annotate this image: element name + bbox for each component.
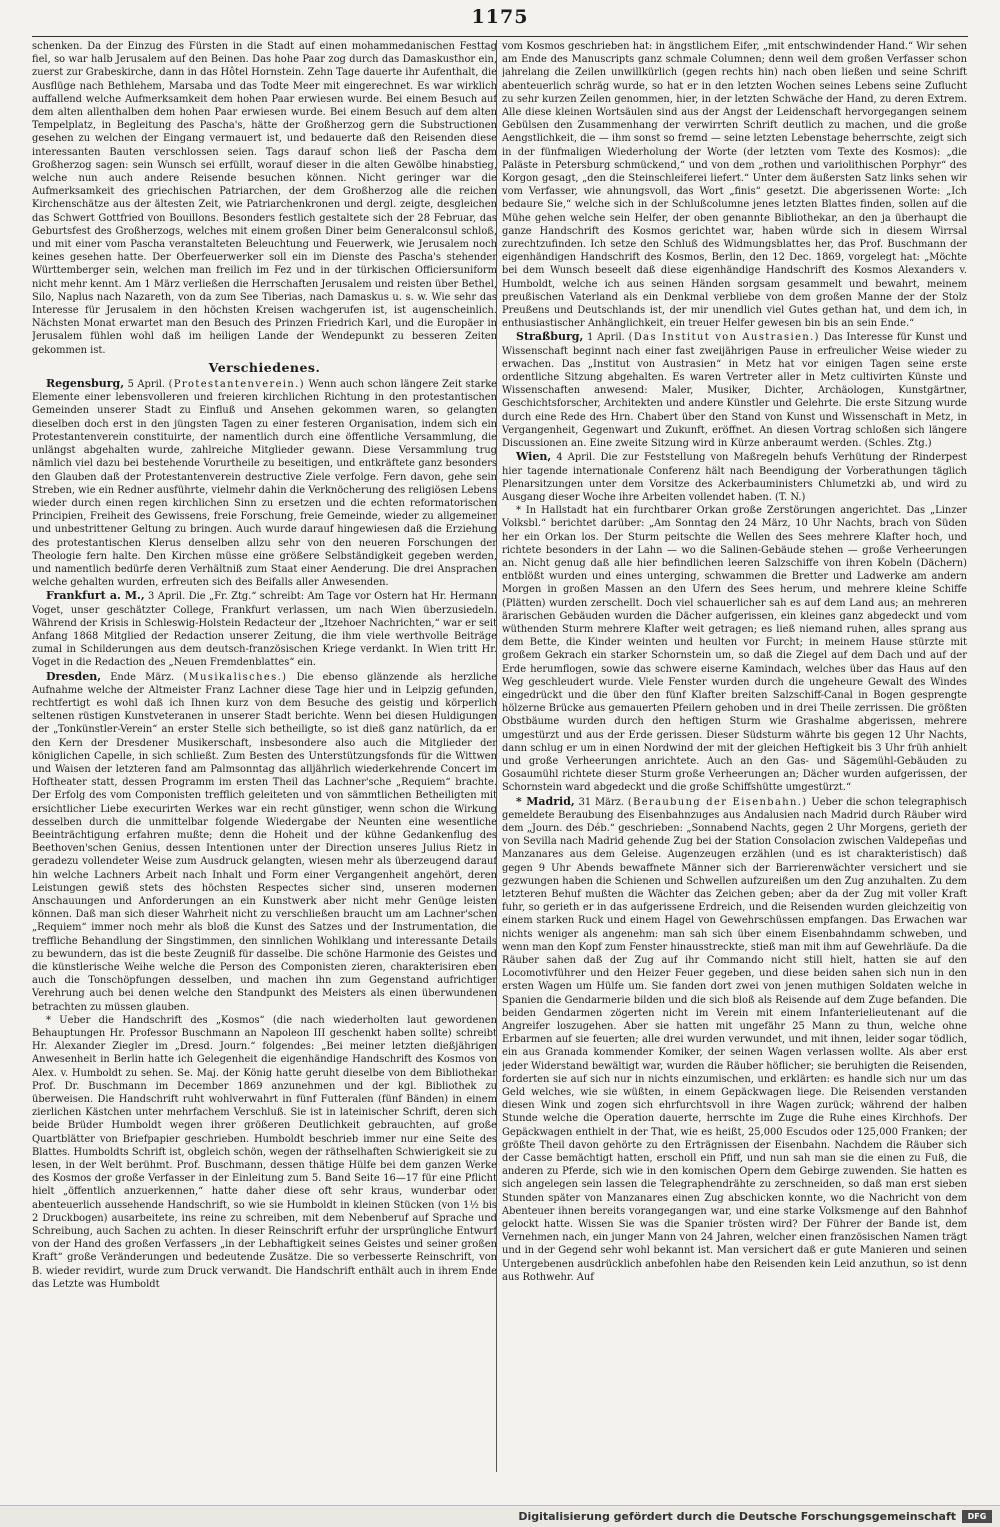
article-text: Die zur Feststellung von Maßregeln behufs Verhütung der Rinderpest hier tagende internationale Conferenz hält nach Beendigung der Vorberathungen täglich Plenarsitzungen unter dem Vorsitze des Ackerbauministers Chlumetzki ab, und wird zu Ausgang dieser Woche ihre Arbeiten vollendet haben. (T. N.) [502,452,967,503]
article-regensburg [32,377,497,589]
dateline-date: Ende März. [110,671,175,683]
article-topic: (Beraubung der Eisenbahn.) [627,796,808,808]
article-text: Ueber die schon telegraphisch gemeldete Beraubung des Eisenbahnzuges aus Andalusien nach Madrid durch Räuber wird dem „Journ. des Déb.“ geschrieben: „Sonnabend Nachts, gegen 2 Uhr Morgens, gerieth der von Sevilla nach Madrid gehende Zug bei der Station Consolacion zwischen Valdepeñas und Manzanares aus dem Geleise. Augenzeugen erzählen (und es ist charakteristisch) daß gegen 9 Uhr Abends bewaffnete Männer sich der Barrierenwächter versichert und sie gezwungen haben die Schienen und Schwellen aufzureißen um den Zug anzuhalten. Zu dem letzteren Behuf mußten die Wächter das Zeichen geben; aber da der Zug mit voller Kraft fuhr, so gerieth er in das aufgerissene Erdreich, und die Reisenden wurden gleichzeitig von einem starken Ruck und einem Hagel von Gewehrschüssen empfangen. Das Erwachen war nichts weniger als angenehm: man sah sich über einem Eisenbahndamm schweben, und wenn man den Kopf zum Fenster hinausstreckte, stieß man mit ihm auf Gewehrläufe. Da die Räuber sahen daß der Zug auf ihr Commando nicht still hielt, hatten sie auf den Locomotivführer und den Heizer Feuer gegeben, und diese beiden sahen sich nun in den ersten Wagen um Hülfe um. Sie fanden dort zwei von jenen muthigen Soldaten welche in Spanien die Gendarmerie bilden und die sich bloß als Reisende auf dem Zuge befanden. Die beiden Gendarmen zögerten nicht im Verein mit einem Infanterielieutenant auf die Angreifer loszugehen. Aber sie hatten mit ungefähr 25 Mann zu thun, welche ohne Erbarmen auf sie feuerten; alle drei wurden verwundet, und mit ihnen, leider sogar tödlich, ein aus Granada kommender Komiker, der seinen Wagen verlassen wollte. Als aber erst jeder Widerstand bewältigt war, wurden die Räuber höflicher; sie beruhigten die Reisenden, forderten sie auf sich nur in nichts einzumischen, und erklärten: es handle sich nur um das Geld welches, wie sie wüßten, in einem Gepäckwagen liege. Die Reisenden verstanden diesen Wink und zogen sich ehrfurchtsvoll in ihre Wagen zurück; während der halben Stunde welche die Operation dauerte, herrschte im Zuge die Ruhe eines Kirchhofs. Der Gepäckwagen enthielt in der That, wie es heißt, 25,000 Escudos oder 125,000 Franken; der größte Theil davon gehörte zu den Erträgnissen der Eisenbahn. Nachdem die Räuber sich der Casse bemächtigt hatten, erscholl ein Pfiff, und nun sah man sie die einen zu Fuß, die anderen zu Pferde, sich wie in den komischen Opern dem Gebirge zuwenden. Sie hatten es sich angelegen sein lassen die Telegraphendrähte zu zerschneiden, so daß man erst sieben Stunden später von Manzanares einen Zug abschicken konnte, wo die Nachricht von dem Abenteuer ihnen bereits vorangegangen war, und eine starke Volksmenge auf den Bahnhof gelockt hatte. Wissen Sie was die Spanier trösten wird? Der Führer der Bande ist, dem Vernehmen nach, ein junger Mann von 24 Jahren, welcher einen französischen Namen trägt und in der Gegend sehr wohl bekannt ist. Man versichert daß er gute Manieren und seinen Untergebenen ausdrücklich anbefohlen habe den Reisenden kein Leid anzuthun, so ist denn aus Rothwehr. Auf [502,796,967,1283]
article-hallstadt: * In Hallstadt hat ein furchtbarer Orkan große Zerstörungen angerichtet. Das „Linzer Volksbl.“ berichtet darüber: „Am Sonntag den 24 März, 10 Uhr Nachts, brach von Süden her ein Orkan los. Der Sturm peitschte die Wellen des Sees mehrere Klafter hoch, und richtete besonders in der Lahn — wo die Salinen-Gebäude stehen — große Verheerungen an. Nicht genug daß alle hier befindlichen leeren Salzschiffe von ihren Kobeln (Dächern) entblößt wurden und eines unterging, schwammen die Bretter und Ladwerke am andern Morgen in großen Massen an den Ufern des Sees herum, und mehrere kleine Schiffe (Plätten) wurden zerschellt. Doch viel schauerlicher sah es auf dem Land aus; an mehreren ärarischen Gebäuden wurden die Dächer aufgerissen, ein kleines ganz abgedeckt und vom wüthenden Sturm mehrere Klafter weit getragen; es ließ niemand ruhen, alles sprang aus dem Bette, die Kinder weinten und heulten vor Furcht; in meinem Hause stürzte mit großem Gekrach ein starker Schornstein um, so daß die Ziegel auf dem Dach und auf der Erde herumflogen, sowie das schwere eiserne Kamindach, welches über das Haus auf den Weg geschleudert wurde. Viele Fenster wurden durch die ungeheure Gewalt des Windes eingedrückt und die über den fünf Klafter breiten Salzschiff-Canal in Bogen gesprengte hölzerne Brücke aus gemauerten Pfeilern gehoben und in drei Theile zerrissen. Die größten Obstbäume wurden durch den heftigen Sturm wie Grashalme abgerissen, mehrere umgestürzt und aus der Erde gerissen. Dieser Südsturm währte bis gegen 12 Uhr Nachts, dann schlug er um in einen Nordwind der mit der gleichen Heftigkeit bis 3 Uhr früh anhielt und große Verheerungen anrichtete. Auch an den Gas- und Sägemühl-Gebäuden zu Gosaumühl richtete dieser Sturm große Verheerungen an; Dächer wurden aufgerissen, der Schornstein ward abgedeckt und die große Schiffshütte umgestürzt.“ [502,505,967,794]
top-rule [32,36,968,37]
article-dresden [32,670,497,1014]
dateline-date: 31 März. [578,796,624,808]
article-topic: (Musikalisches.) [183,671,288,683]
dateline-place: Straßburg, [516,330,584,344]
dateline-place: * Madrid, [516,794,575,808]
dateline-place: Regensburg, [46,377,125,391]
article-text: Die „Fr. Ztg.“ schreibt: Am Tage vor Ostern hat Hr. Hermann Voget, unser geschätzter College, Frankfurt verlassen, um nach Wien überzusiedeln. Während der Krisis in Schleswig-Holstein Redacteur der „Itzehoer Nachrichten,“ war er seit Anfang 1868 Mitglied der Redaction unserer Zeitung, die ihm viele werthvolle Beiträge zumal in Schilderungen aus dem deutsch-französischen Kriege verdankt. In Wien tritt Hr. Voget in die Redaction des „Neuen Fremdenblattes“ ein. [32,591,497,669]
article-wien [502,450,967,504]
right-column [502,40,967,1472]
article-text: Die ebenso glänzende als herzliche Aufnahme welche der Altmeister Franz Lachner diese Tage hier und in Leipzig gefunden, rechtfertigt es wohl daß ich Ihnen kurz von dem Besuche des geistig und körperlich seltenen rüstigen Kunstveteranen in unserer Stadt berichte. Wenn bei diesen Huldigungen der „Tonkünstler-Verein“ an erster Stelle sich betheiligte, so ist dieß ganz natürlich, da er den Kern der Dresdener Musikerschaft, insbesondere also auch die Mitglieder der königlichen Capelle, in sich schließt. Zum Besten des Unterstützungsfonds für die Wittwen und Waisen der letzteren fand am Palmsonntag das alljährlich wiederkehrende Concert im Hoftheater statt, dessen Programm im ersten Theil das Lachner'sche „Requiem“ brachte. Der Erfolg des vom Componisten trefflich geleiteten und von sämmtlichen Betheiligten mit ersichtlicher Liebe execurirten Werkes war ein recht günstiger, wenn schon die Wirkung desselben durch die unmittelbar folgende Wiedergabe der Neunten eine wesentliche Beeinträchtigung erfahren mußte; denn die Hoheit und der kühne Gedankenflug des Beethoven'schen Genius, dessen Intentionen unter der Direction unseres Julius Rietz in geradezu vollendeter Weise zum Ausdruck gelangten, wiesen mehr als überzeugend darauf hin welche Lachners Arbeit nach Inhalt und Form einer Vergangenheit angehört, deren Leistungen gewiß stets des höchsten Respectes sicher sind, unseren modernen Anschauungen und Anforderungen an ein Kunstwerk aber nicht mehr Genüge leisten können. Daß man sich dieser Wahrheit nicht zu verschließen braucht um am Lachner'schen „Requiem“ immer noch mehr als bloß die Kunst des Satzes und der Instrumentation, die treffliche Behandlung der Singstimmen, den sinnlichen Wohlklang und interessante Details zu bewundern, das ist die beste Zeugniß für dasselbe. Die schöne Harmonie des Geistes und die künstlerische Weihe welche die Person des Componisten zieren, charakterisiren eben auch die Tonschöpfungen desselben, und machen ihn zum Gegenstand aufrichtiger Verehrung auch bei denen welche den Standpunkt des Meisters als einen überwundenen betrachten zu müssen glauben. [32,671,497,1013]
dateline-date: 3 April. [148,591,186,603]
jerusalem-report: schenken. Da der Einzug des Fürsten in die Stadt auf einen mohammedanischen Festtag fiel, so war halb Jerusalem auf den Beinen. Das hohe Paar zog durch das Damaskusthor ein, zuerst zur Grabeskirche, dann in das Hôtel Hornstein. Zehn Tage dauerte ihr Aufenthalt, die Ausflüge nach Bethlehem, Marsaba und das Todte Meer mit eingerechnet. Es war wirklich auffallend welche Aufmerksamkeit dem hohen Paar erwiesen wurde. Bei einem Besuch auf dem alten allenthalben dem hohen Paar erwiesen wurde. Bei einem Besuch auf dem alten Tempelplatz, in Begleitung des Pascha's, hätte der Großherzog gern die Substructionen gesehen zu welchen der Eingang vermauert ist, und bedauerte daß den Reisenden diese interessanten Bauten verschlossen seien. Tags darauf schon ließ der Pascha dem Großherzog sagen: sein Wunsch sei erfüllt, worauf dieser in die alten Gewölbe hinabstieg, welche nun auch andere Reisende besuchen können. Nicht geringer war die Aufmerksamkeit des griechischen Patriarchen, der dem Großherzog alle die reichen Kirchenschätze aus der ältesten Zeit, wie Patriarchenkronen und dergl. zeigte, desgleichen das Schwert Gottfried von Bouillons. Besonders festlich gestaltete sich der 28 Februar, das Geburtsfest des Großherzogs, welches mit einem großen Diner beim Generalconsul schloß, und mit einer vom Pascha veranstalteten Beleuchtung und Feuerwerk, wie Jerusalem noch keines gesehen hatte. Der Oberfeuerwerker soll ein im Dienste des Pascha's stehender Württemberger sein, welchen man freilich im Fez und in der türkischen Officiersuniform nicht mehr kennt. Am 1 März verließen die Herrschaften Jerusalem und reisten über Bethel, Silo, Naplus nach Nazareth, von da zum See Tiberias, nach Damaskus u. s. w. Wie sehr das Interesse für Jerusalem in den höchsten Kreisen wachgerufen ist, ist augenscheinlich. Nächsten Monat erwartet man den Besuch des Prinzen Friedrich Karl, und die Europäer in Jerusalem fühlen wohl daß im heiligen Lande der Wendepunkt zu besseren Zeiten gekommen ist. [32,41,497,356]
dateline-place: Wien, [516,450,552,464]
left-column [32,40,497,1472]
article-strassburg [502,330,967,450]
article-text: Wenn auch schon längere Zeit starke Elemente einer lebensvolleren und freieren kirchlichen Richtung in den protestantischen Gemeinden unserer Stadt zu Einfluß und Ansehen gekommen waren, so gelangten dieselben doch erst in den jüngsten Tagen zu einer festeren Organisation, indem sich ein Protestantenverein constituirte, der namentlich durch eine öffentliche Versammlung, die unlängst abgehalten wurde, zahlreiche Mitglieder gewann. Diese Versammlung trug nämlich viel dazu bei bestehende Vorurtheile zu beseitigen, und entkräftete ganz besonders den Glauben daß der Protestantenverein destructive Ziele verfolge. Fern davon, gehe sein Streben, wie ein Redner ausführte, vielmehr dahin die Verknöcherung des religiösen Lebens wieder durch einen regen kirchlichen Sinn zu ersetzen und die echten reformatorischen Principien, Freiheit des Gewissens, freie Forschung, freie Gemeinde, wieder zu allgemeiner und unbestrittener Geltung zu bringen. Auch wurde darauf hingewiesen daß die Erziehung des protestantischen Klerus denselben allzu sehr von den neueren Forschungen der Theologie fern halte. Den Kirchen müsse eine größere Selbständigkeit gegeben werden, und namentlich bedürfe deren Verhältniß zum Staat einer Aenderung. Die drei Ansprachen welche gehalten wurden, erfreuten sich des Beifalls aller Anwesenden. [32,379,497,589]
section-heading: Verschiedenes. [208,359,321,375]
article-kosmos-continued: vom Kosmos geschrieben hat: in ängstlichem Eifer, „mit entschwindender Hand.“ Wir sehen am Ende des Manuscripts ganz schmale Columnen; denn weil dem großen Verfasser schon jahrelang die Zeilen unwillkürlich (gegen rechts hin) nach oben ließen und seine Schrift abenteuerlich schräg wurde, so hat er in den letzten Wochen seines Lebens seine Zuflucht zu sehr kurzen Zeilen genommen, hier, in der letzten Schwäche der Hand, zu deren Extrem. Alle diese kleinen Wortsäulen sind aus der Angst der Leidenschaft hervorgegangen seinem Gebülsen den Zusammenhang der verwirrten Schrift deutlich zu machen, und die große Aengstlichkeit, die — ihm sonst so fremd — seine letzten Lebenstage beherrschte, zeigt sich in der fünfmaligen Wiederholung der Worte (der letzten vom Texte des Kosmos): „die Paläste in Petersburg schmückend,“ und von dem „rothen und variolithischen Porphyr“ des Korgon gesagt, „den die Steinschleiferei liefert.“ Unter dem äußersten Satz links sehen wir vom Verfasser, wie ahnungsvoll, das Wort „finis“ gesetzt. Die abgerissenen Worte: „Ich bedaure Sie,“ welche sich in der Schlußcolumne jenes letzten Blattes finden, sollen auf die Mühe gehen welche sein Helfer, der oben genannte Bibliothekar, an den ja überhaupt die ganze Handschrift des Kosmos gerichtet war, haben würde sich in diesem Wirrsal zurechtzufinden. Ich setze den Schluß des Widmungsblattes her, das Prof. Buschmann der eigenhändigen Handschrift des Kosmos, Berlin, den 12 Dec. 1869, vorgelegt hat: „Möchte bei dem Wunsch beseelt daß diese eigenhändige Handschrift des Kosmos Alexanders v. Humboldt, welche ich aus seinen Händen sorgsam gesammelt und bewahrt, meinem preußischen Vaterland als ein Denkmal verbliebe von dem großen Manne der der Stolz Preußens und Deutschlands ist, der mir unendlich viel Gutes gethan hat, und dem ich, in enthusiastischer Anhänglichkeit, ein treuer Helfer gewesen bin bis an sein Ende.“ [502,41,967,330]
article-kosmos: * Ueber die Handschrift des „Kosmos“ (die nach wiederholten laut gewordenen Behauptungen Hr. Professor Buschmann an Napoleon III geschenkt haben sollte) schreibt Hr. Alexander Ziegler im „Dresd. Journ.“ folgendes: „Bei meiner letzten dießjährigen Anwesenheit in Berlin hatte ich Gelegenheit die eigenhändige Handschrift des Kosmos von Alex. v. Humboldt zu sehen. Se. Maj. der König hatte geruht dieselbe von dem Bibliothekar Prof. Dr. Buschmann im December 1869 anzunehmen und der kgl. Bibliothek zu überweisen. Die Handschrift ruht wohlverwahrt in fünf Futteralen (fünf Bänden) in einem zierlichen Kästchen unter mehrfachem Verschluß. Sie ist in lateinischer Schrift, deren sich beide Brüder Humboldt wegen ihrer größeren Deutlichkeit gebrauchten, auf große Quartblätter von Briefpapier geschrieben. Humboldt beschrieb immer nur eine Seite des Blattes. Humboldts Schrift ist, obgleich schön, wegen der räthselhaften Schwierigkeit sie zu lesen, in der Welt berühmt. Prof. Buschmann, dessen thätige Hülfe bei dem ganzen Werke des Kosmos der große Verfasser in der Einleitung zum 5. Band Seite 16—17 für eine Pflicht hielt „öffentlich anzuerkennen,“ hatte daher diese oft sehr kraus, wunderbar oder abenteuerlich aussehende Handschrift, so wie sie Humboldt in kleinen Stücken (von 1½ bis 2 Druckbogen) ausarbeitete, ins reine zu schreiben, mit dem Nebenberuf auf Sprache und Schreibung, auch Sachen zu achten. In dieser Reinschrift erfuhr der ursprüngliche Entwurf von der Hand des großen Verfassers „in der Lebhaftigkeit seines Geistes und seiner großen Kraft“ große Veränderungen und bedeutende Zusätze. Die so verbesserte Reinschrift, von B. wieder revidirt, wurde zum Druck verwandt. Die Handschrift enthält auch in ihrem Ende das Letzte was Humboldt [32,1014,497,1290]
dateline-date: 5 April. [127,379,166,391]
page-number: 1175 [471,6,529,28]
dateline-date: 4 April. [556,452,596,464]
article-topic: (Protestantenverein.) [168,379,305,391]
funding-credit: Digitalisierung gefördert durch die Deutsche Forschungsgemeinschaft [518,1510,956,1523]
dfg-logo-icon: DFG [962,1510,992,1523]
digitization-footer [0,1505,1000,1527]
article-topic: (Das Institut von Austrasien.) [628,332,820,344]
article-text: Das Interesse für Kunst und Wissenschaft beginnt nach einer fast zweijährigen Pause in erfreulicher Weise wieder zu erwachen. Das „Institut von Austrasien“ in Metz hat vor einigen Tagen seine erste ordentliche Sitzung abgehalten. Es waren Vertreter aller in Metz cultivirten Künste und Wissenschaften anwesend: Maler, Musiker, Dichter, Archäologen, Kunstgärtner, Geschichtsforscher, Architekten und andere Künstler und Gelehrte. Die erste Sitzung wurde durch eine Rede des Hrn. Chabert über den Stand von Kunst und Wissenschaft in Metz, in Vergangenheit, Gegenwart und Zukunft, eröffnet. An diesen Vortrag schloßen sich längere Discussionen an. Eine zweite Sitzung wird in Kürze anberaumt werden. (Schles. Ztg.) [502,332,967,450]
article-madrid [502,795,967,1285]
dateline-place: Frankfurt a. M., [46,589,145,603]
article-frankfurt [32,589,497,669]
dateline-place: Dresden, [46,669,102,683]
dateline-date: 1 April. [587,332,625,344]
